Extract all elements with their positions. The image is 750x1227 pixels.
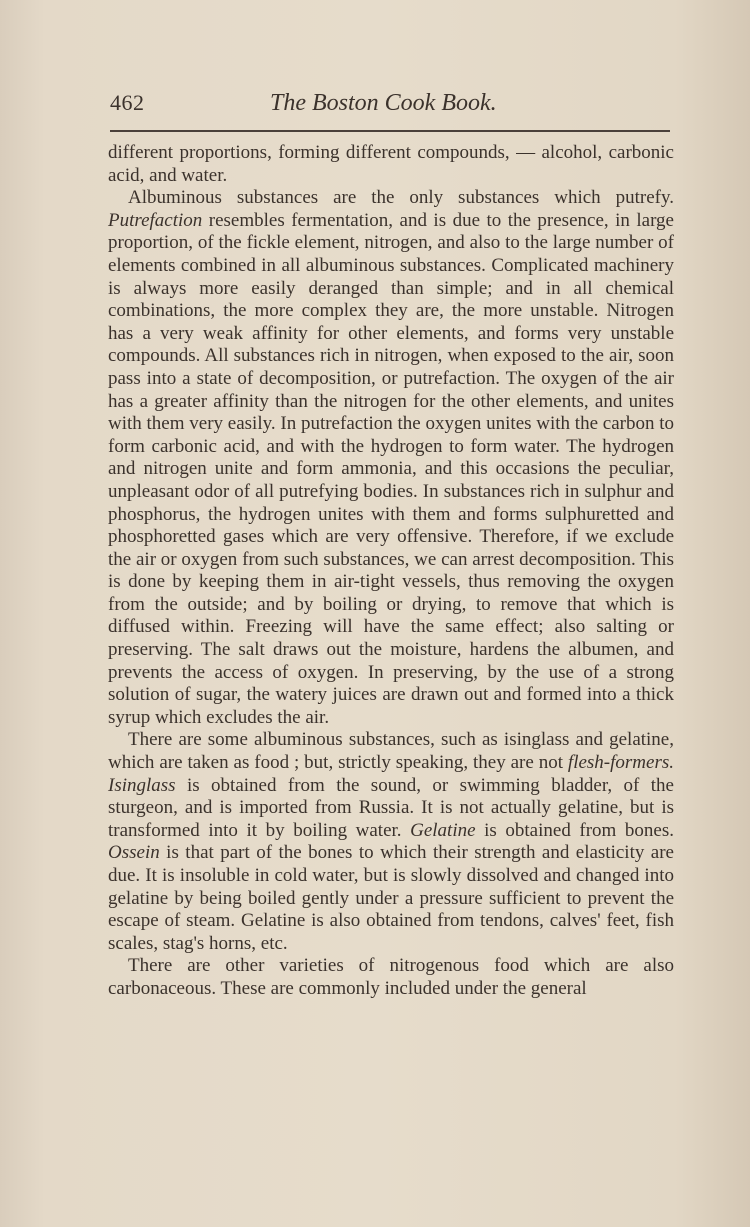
paragraph (108, 729, 674, 955)
text-run: Albuminous substances are the only substances which putrefy. (128, 187, 674, 209)
body-text (108, 142, 674, 1001)
text-run: is that part of the bones to which their strength and elasticity are due. It is insoluble in cold water, but is slowly dissolved and changed into gelatine by being boiled gently under a pressure sufficient to prevent the escape of steam. Gelatine is also obtained from tendons, calves' feet, fish scales, stag's horns, etc. (108, 842, 674, 954)
text-run: is obtained from the sound, or swimming bladder, of the sturgeon, and is imported from Russia. It is not actually gelatine, but is transformed into it by boiling water. (108, 774, 674, 841)
italic-term: Ossein (108, 842, 160, 864)
paragraph (108, 955, 674, 1000)
italic-term: flesh-formers. (567, 752, 674, 774)
paragraph: different proportions, forming different compounds, — alcohol, carbonic acid, and water. (108, 142, 674, 186)
text-run: resembles fermentation, and is due to the presence, in large proportion, of the fickle element, nitrogen, and also to the large number of elements combined in all albuminous substances. Complicated machinery is always more easily deranged than simple; and in all chemical combinations, the more complex they are, the more unstable. Nitrogen has a very weak affinity for other elements, and forms very unstable compounds. All substances rich in nitrogen, when exposed to the air, soon pass into a state of decomposition, or putrefaction. The oxygen of the air has a greater affinity than the nitrogen for the other elements, and unites with them very easily. In putrefaction the oxygen unites with the carbon to form carbonic acid, and with the hydrogen to form water. The hydrogen and nitrogen unite and form ammonia, and this occasions the peculiar, unpleasant odor of all putrefying bodies. In substances rich in sulphur and phosphorus, the hydrogen unites with them and forms sulphuretted and phosphoretted gases which are very offensive. Therefore, if we exclude the air or oxygen from such substances, we can arrest decomposition. This is done by keeping them in air-tight vessels, thus removing the oxygen from the outside; and by boiling or drying, to remove that which is diffused within. Freezing will have the same effect; also salting or preserving. The salt draws out the moisture, hardens the albumen, and prevents the access of oxygen. In preserving, by the use of a strong solution of sugar, the watery juices are drawn out and formed into a thick syrup which excludes the air. (108, 209, 674, 728)
page-number: 462 (110, 90, 145, 115)
italic-term: Gelatine (410, 819, 476, 841)
text-run: is obtained from bones. (475, 819, 674, 841)
running-title: The Boston Cook Book. (270, 90, 497, 116)
page-header (110, 90, 670, 124)
paragraph (108, 187, 674, 729)
header-rule (110, 130, 670, 132)
text-run: There are some albuminous substances, such as isinglass and gelatine, which are taken as food ; but, strictly speaking, they are not (108, 729, 674, 774)
text-run: There are other varieties of nitrogenous food which are also carbonaceous. These are commonly included under the general (108, 955, 674, 999)
italic-term: Isinglass (108, 774, 176, 796)
italic-term: Putrefaction (108, 209, 203, 231)
